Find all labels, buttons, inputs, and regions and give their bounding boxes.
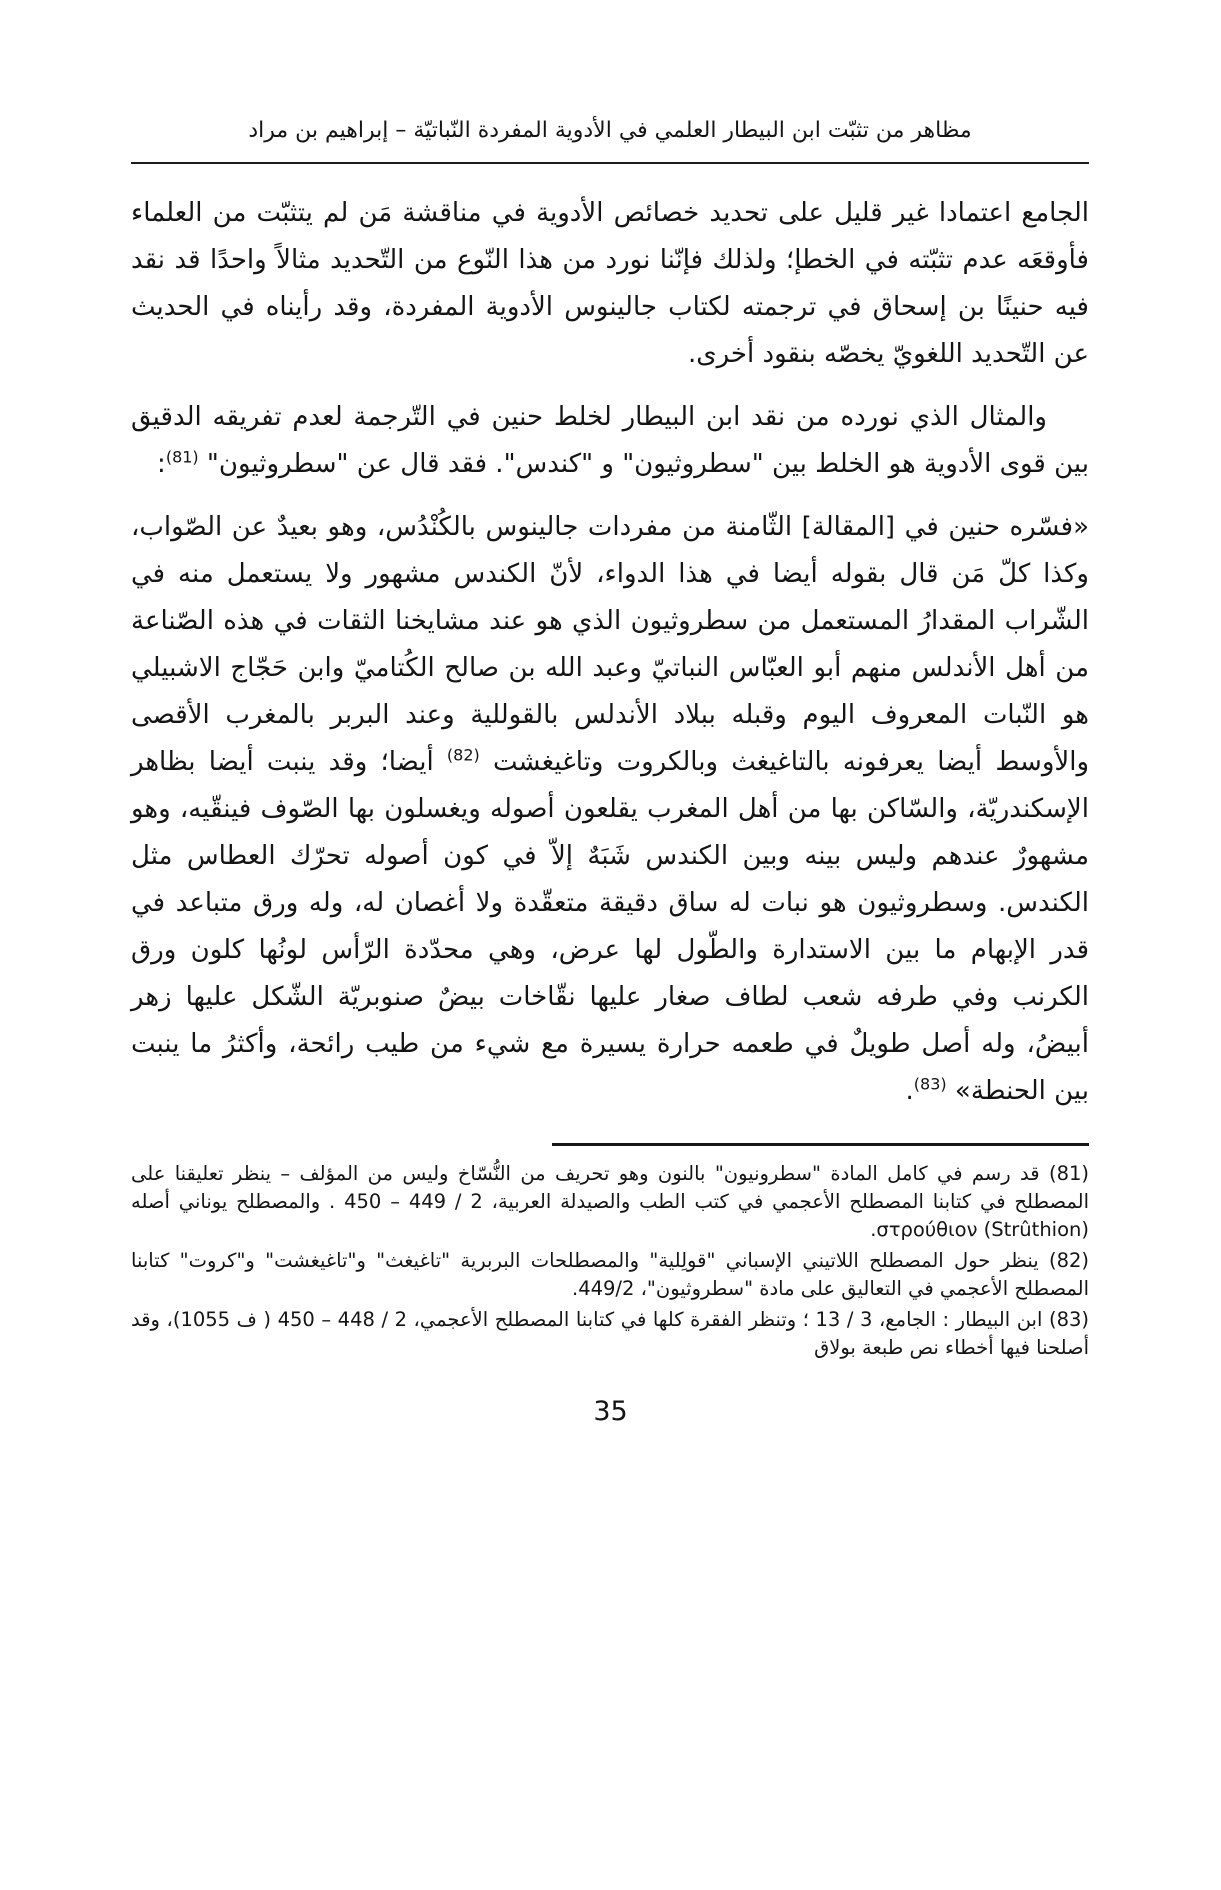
paragraph-example-text: والمثال الذي نورده من نقد ابن البيطار لخلط حنين في التّرجمة لعدم تفريقه الدقيق بين قوى الأدوية هو الخلط بين "سطروثيون" و "كندس". فقد قال عن "سطروثيون" [131, 402, 1089, 479]
footnote-separator-rule [552, 1143, 1089, 1146]
page-number: 35 [593, 1396, 628, 1427]
footnote-ref-82: (82) [446, 745, 480, 765]
footnote-83-text: ابن البيطار : الجامع، 3 / 13 ؛ وتنظر الفقرة كلها في كتابنا المصطلح الأعجمي، 2 / 448 – 450 ( ف 1055)، وقد أصلحنا فيها أخطاء نص طبعة بولاق [131, 1308, 1089, 1359]
paragraph-quote [131, 504, 1089, 1115]
footnote-81-text: قد رسم في كامل المادة "سطرونيون" بالنون وهو تحريف من النُّسّاخ وليس من المؤلف – ينظر تعليقنا على المصطلح في كتابنا المصطلح الأعجمي في كتب الطب والصيدلة العربية، 2 / 449 – 450 . والمصطلح يوناني أصله στρούθιον (Strûthion). [131, 1162, 1089, 1241]
footnote-83 [131, 1306, 1089, 1362]
footnote-81-number: (81) [1048, 1162, 1090, 1185]
running-header [131, 116, 1089, 164]
quote-text-2: أيضا؛ وقد ينبت أيضا بظاهر الإسكندريّة، والسّاكن بها من أهل المغرب يقلعون أصوله ويغسلون بها الصّوف فينقّيه، وهو مشهورٌ عندهم وليس بينه وبين الكندس شَبَهٌ إلاّ في كون أصوله تحرّك العطاس مثل الكندس. وسطروثيون هو نبات له ساق دقيقة متعقّدة ولا أغصان له، وله ورق متباعد في قدر الإبهام ما بين الاستدارة والطّول لها عرض، وهي محدّدة الرّأس لونُها كلون ورق الكرنب وفي طرفه شعب لطاف صغار عليها نقّاخات بيضٌ صنوبريّة الشّكل عليها زهر أبيضُ، وله أصل طويلٌ في طعمه حرارة يسيرة مع شيء من طيب رائحة، وأكثرُ ما ينبت بين الحنطة» [131, 747, 1089, 1106]
quote-text-end: . [905, 1076, 914, 1106]
footnote-81 [131, 1160, 1089, 1244]
footnote-83-number: (83) [1048, 1308, 1090, 1331]
paragraph-intro: الجامع اعتمادا غير قليل على تحديد خصائص الأدوية في مناقشة مَن لم يتثبّت من العلماء فأوقعَه عدم تثبّته في الخطإ؛ ولذلك فإنّنا نورد من هذا النّوع من التّحديد مثالاً واحدًا قد نقد فيه حنينًا بن إسحاق في ترجمته لكتاب جالينوس الأدوية المفردة، وقد رأيناه في الحديث عن التّحديد اللغويّ يخصّه بنقود أخرى. [131, 198, 1089, 369]
paragraph-example-colon: : [157, 449, 166, 479]
quote-text-1: «فسّره حنين في [المقالة] الثّامنة من مفردات جالينوس بالكُنْدُس، وهو بعيدٌ عن الصّواب، وكذا كلّ مَن قال بقوله أيضا في هذا الدواء، لأنّ الكندس مشهور ولا يستعمل منه في الشّراب المقدارُ المستعمل من سطروثيون الذي هو عند مشايخنا الثقات في هذه الصّناعة من أهل الأندلس منهم أبو العبّاس النباتيّ وعبد الله بن صالح الكُتاميّ وابن حَجّاج الاشبيلي هو النّبات المعروف اليوم وقبله ببلاد الأندلس بالقوللية وعند البربر بالمغرب الأقصى والأوسط أيضا يعرفونه بالتاغيغث وبالكروت وتاغيغشت [131, 512, 1090, 777]
footnotes-section [131, 1160, 1089, 1362]
footnote-ref-81: (81) [165, 447, 199, 467]
paragraph-example [131, 394, 1089, 488]
footnote-82-number: (82) [1048, 1249, 1089, 1272]
page-content [131, 116, 1089, 1365]
footnote-ref-83: (83) [913, 1074, 947, 1094]
footnote-82-text: ينظر حول المصطلح اللاتيني الإسباني "قولِلية" والمصطلحات البربرية "تاغيغث" و"تاغيغشت" و"كروت" كتابنا المصطلح الأعجمي في التعاليق على مادة "سطروثيون"، 449/2. [131, 1249, 1089, 1300]
running-header-title: مظاهر من تثبّت ابن البيطار العلمي في الأدوية المفردة النّباتيّة – إبراهيم بن مراد [248, 118, 972, 143]
footnote-82 [131, 1247, 1089, 1303]
body-text [131, 164, 1089, 1115]
